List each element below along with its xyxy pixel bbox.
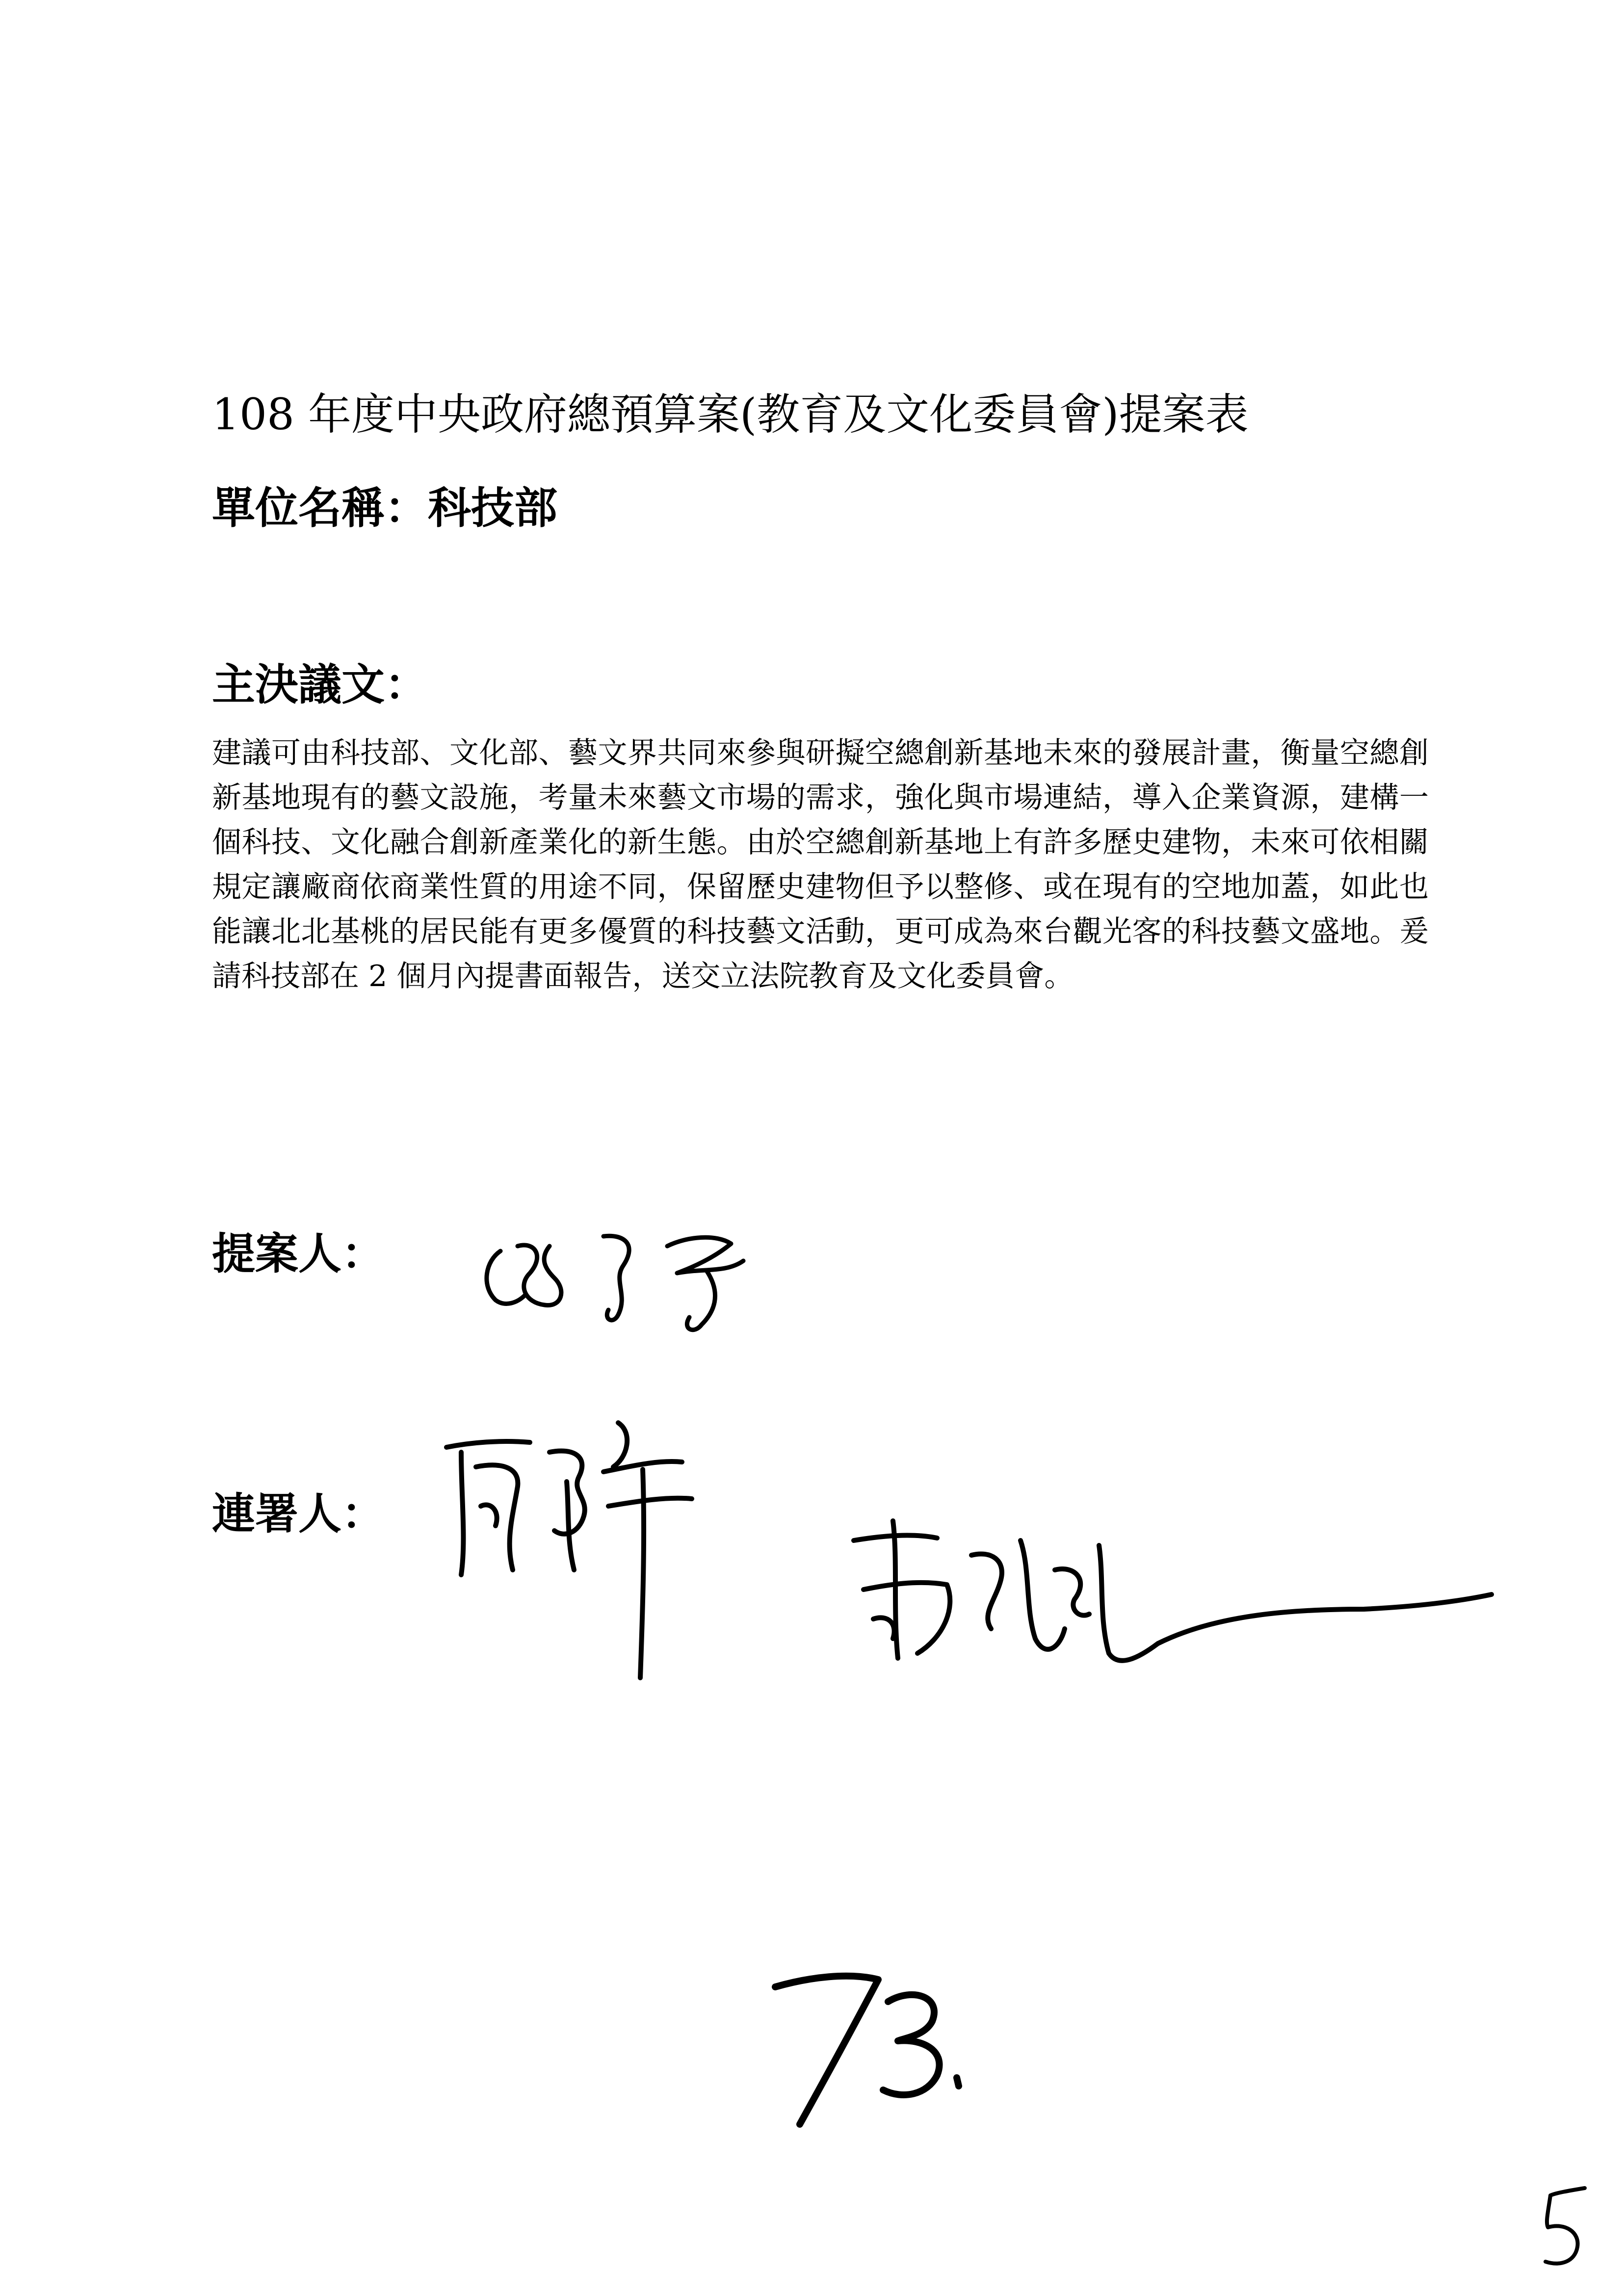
cosigner-signature-2 — [844, 1511, 1501, 1688]
page-number-mark — [756, 1957, 971, 2134]
corner-mark — [1531, 2178, 1599, 2276]
resolution-text: 建議可由科技部、文化部、藝文界共同來參與研擬空總創新基地未來的發展計畫，衡量空總創新基地現有的藝文設施，考量未來藝文市場的需求，強化與市場連結，導入企業資源，建構一個科技、文化融合創新產業化的新生態。由於空總創新基地上有許多歷史建物，未來可依相關規定讓廠商依商業性質的用途不同，保留歷史建物但予以整修、或在現有的空地加蓋，如此也能讓北北基桃的居民能有更多優質的科技藝文活動，更可成為來台觀光客的科技藝文盛地。爰請科技部在 2 個月內提書面報告，送交立法院教育及文化委員會。 — [212, 736, 1429, 993]
unit-label: 單位名稱： — [212, 482, 428, 533]
resolution-heading: 主決議文： — [212, 659, 428, 710]
page-title: 108 年度中央政府總預算案(教育及文化委員會)提案表 — [212, 389, 1249, 440]
cosigner-signature-1 — [427, 1413, 731, 1688]
cosigner-label: 連署人： — [212, 1488, 385, 1539]
unit-line — [212, 481, 557, 535]
proposer-signature — [471, 1187, 824, 1344]
unit-name: 科技部 — [428, 482, 558, 533]
proposer-label: 提案人： — [212, 1228, 385, 1279]
